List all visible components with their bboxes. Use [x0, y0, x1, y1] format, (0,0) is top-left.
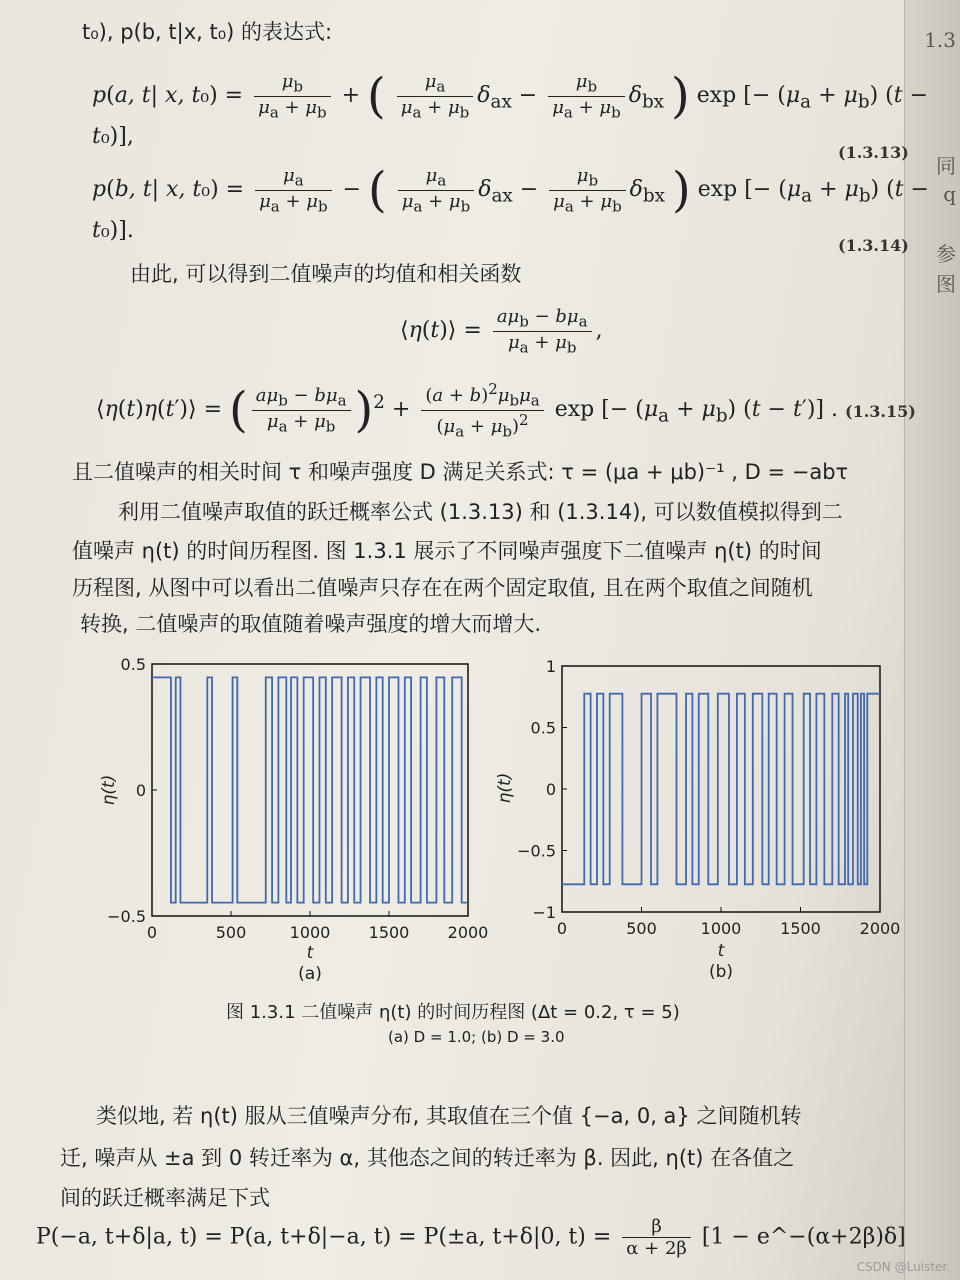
edge-fragment: 图: [936, 272, 956, 296]
chart-b: [490, 652, 910, 988]
subplot-label: (b): [708, 962, 734, 982]
equation-lhs: P(−a, t+δ|a, t) = P(a, t+δ|−a, t) = P(±a, t+δ|0, t) =: [36, 1224, 612, 1250]
x-tick-label: 1500: [780, 919, 821, 938]
y-tick-label: 0.5: [530, 718, 556, 738]
text-line-6: 历程图, 从图中可以看出二值噪声只存在在两个固定取值, 且在两个取值之间随机: [72, 576, 813, 600]
y-tick-label: 0.5: [120, 655, 146, 674]
equation-number: (1.3.13): [838, 143, 909, 162]
x-tick-label: 1000: [289, 923, 331, 942]
text-line-8: 类似地, 若 η(t) 服从三值噪声分布, 其取值在三个值 {−a, 0, a} 之间随机转: [96, 1104, 802, 1128]
x-tick-label: 2000: [859, 919, 901, 938]
fraction-denominator: α + 2β: [626, 1238, 687, 1259]
equation-p-a: p(a, t| x, t₀) = $\frac{\mu_b}{\mu_a + \mu_b}$ + ( $\frac{\mu_a}{\mu_a + \mu_b}$ $\delta_{ax}$ − $\frac{\mu_b}{\mu_a + \mu_b}$ $\delta_{bx}$ ) exp [− $(\mu_a + \mu_b) (t - t_0)$],: [92, 68, 929, 149]
equation-tail: [1 − e^−(α+2β)δ]: [701, 1224, 906, 1250]
text-line-5: 值噪声 η(t) 的时间历程图. 图 1.3.1 展示了不同噪声强度下二值噪声 η(t) 的时间: [72, 539, 822, 563]
equation-three-state: [36, 1216, 906, 1259]
y-tick-label: −0.5: [517, 841, 556, 861]
y-tick-label: −0.5: [107, 907, 146, 926]
x-tick-label: 0: [556, 919, 568, 938]
y-axis-label: η(t): [495, 772, 515, 804]
y-tick-label: 0: [135, 781, 146, 800]
x-tick-label: 1500: [368, 923, 410, 942]
watermark: CSDN @Luister.: [856, 1260, 950, 1274]
equation-number: (1.3.14): [838, 236, 909, 255]
subplot-label: (a): [298, 964, 322, 984]
text-line-9: 迁, 噪声从 ±a 到 0 转迁率为 α, 其他态之间的转迁率为 β. 因此, η(t) 在各值之: [60, 1146, 795, 1170]
y-tick-label: 0: [545, 780, 556, 799]
edge-fragment: 同: [936, 154, 956, 178]
edge-fragment: 参: [936, 242, 956, 266]
fraction-numerator: β: [622, 1216, 691, 1238]
y-tick-label: −1: [532, 903, 556, 922]
noise-series-line: [562, 694, 880, 885]
x-tick-label: 500: [626, 919, 657, 938]
chart-a: [98, 646, 498, 986]
equation-number: (1.3.15): [845, 402, 916, 421]
text-line-10: 间的跃迁概率满足下式: [60, 1186, 270, 1210]
equation-p-b: p(b, t| x, t₀) = $\frac{\mu_a}{\mu_a + \mu_b}$ − ( $\frac{\mu_a}{\mu_a + \mu_b}$ $\delta_{ax}$ − $\frac{\mu_b}{\mu_a + \mu_b}$ $\delta_{bx}$ ) exp [− $(\mu_a + \mu_b) (t - t_0)$].: [92, 162, 929, 243]
text-line-7: 转换, 二值噪声的取值随着噪声强度的增大而增大.: [80, 612, 542, 636]
text-line-3: 且二值噪声的相关时间 τ 和噪声强度 D 满足关系式: τ = (μa + μb)⁻¹ , D = −abτ: [72, 460, 849, 484]
text-line-4: 利用二值噪声取值的跃迁概率公式 (1.3.13) 和 (1.3.14), 可以数值模拟得到二: [118, 500, 843, 524]
figure-subcaption: (a) D = 1.0; (b) D = 3.0: [388, 1028, 565, 1046]
y-tick-label: 1: [545, 657, 556, 676]
edge-fragment: 1.3: [924, 28, 956, 52]
x-tick-label: 1000: [700, 919, 742, 938]
edge-fragment: q: [943, 182, 956, 206]
x-axis-label: t: [717, 941, 725, 961]
x-axis-label: t: [306, 943, 314, 963]
figure-caption: 图 1.3.1 二值噪声 η(t) 的时间历程图 (Δt = 0.2, τ = 5): [226, 1002, 680, 1023]
x-tick-label: 500: [215, 923, 247, 942]
noise-series-line: [152, 677, 468, 902]
text-line-1: t₀), p(b, t|x, t₀) 的表达式:: [82, 20, 333, 44]
equation-mean: ⟨η(t)⟩ = $\frac{a\mu_b - b\mu_a}{\mu_a + \mu_b}$ ,: [400, 306, 603, 357]
x-tick-label: 0: [146, 923, 158, 942]
equation-correlation: ⟨η(t)η(t′)⟩ = ( $\frac{a\mu_b - b\mu_a}{\mu_a + \mu_b}$ )$^2$ + $\frac{(a + b)^2\mu_b\mu_a}{(\mu_a + \mu_b)^2}$ exp [− $(\mu_a + \mu_b) (t - t')$] .: [96, 380, 838, 441]
x-tick-label: 2000: [447, 923, 489, 942]
y-axis-label: η(t): [99, 774, 119, 806]
text-line-2: 由此, 可以得到二值噪声的均值和相关函数: [130, 262, 522, 286]
